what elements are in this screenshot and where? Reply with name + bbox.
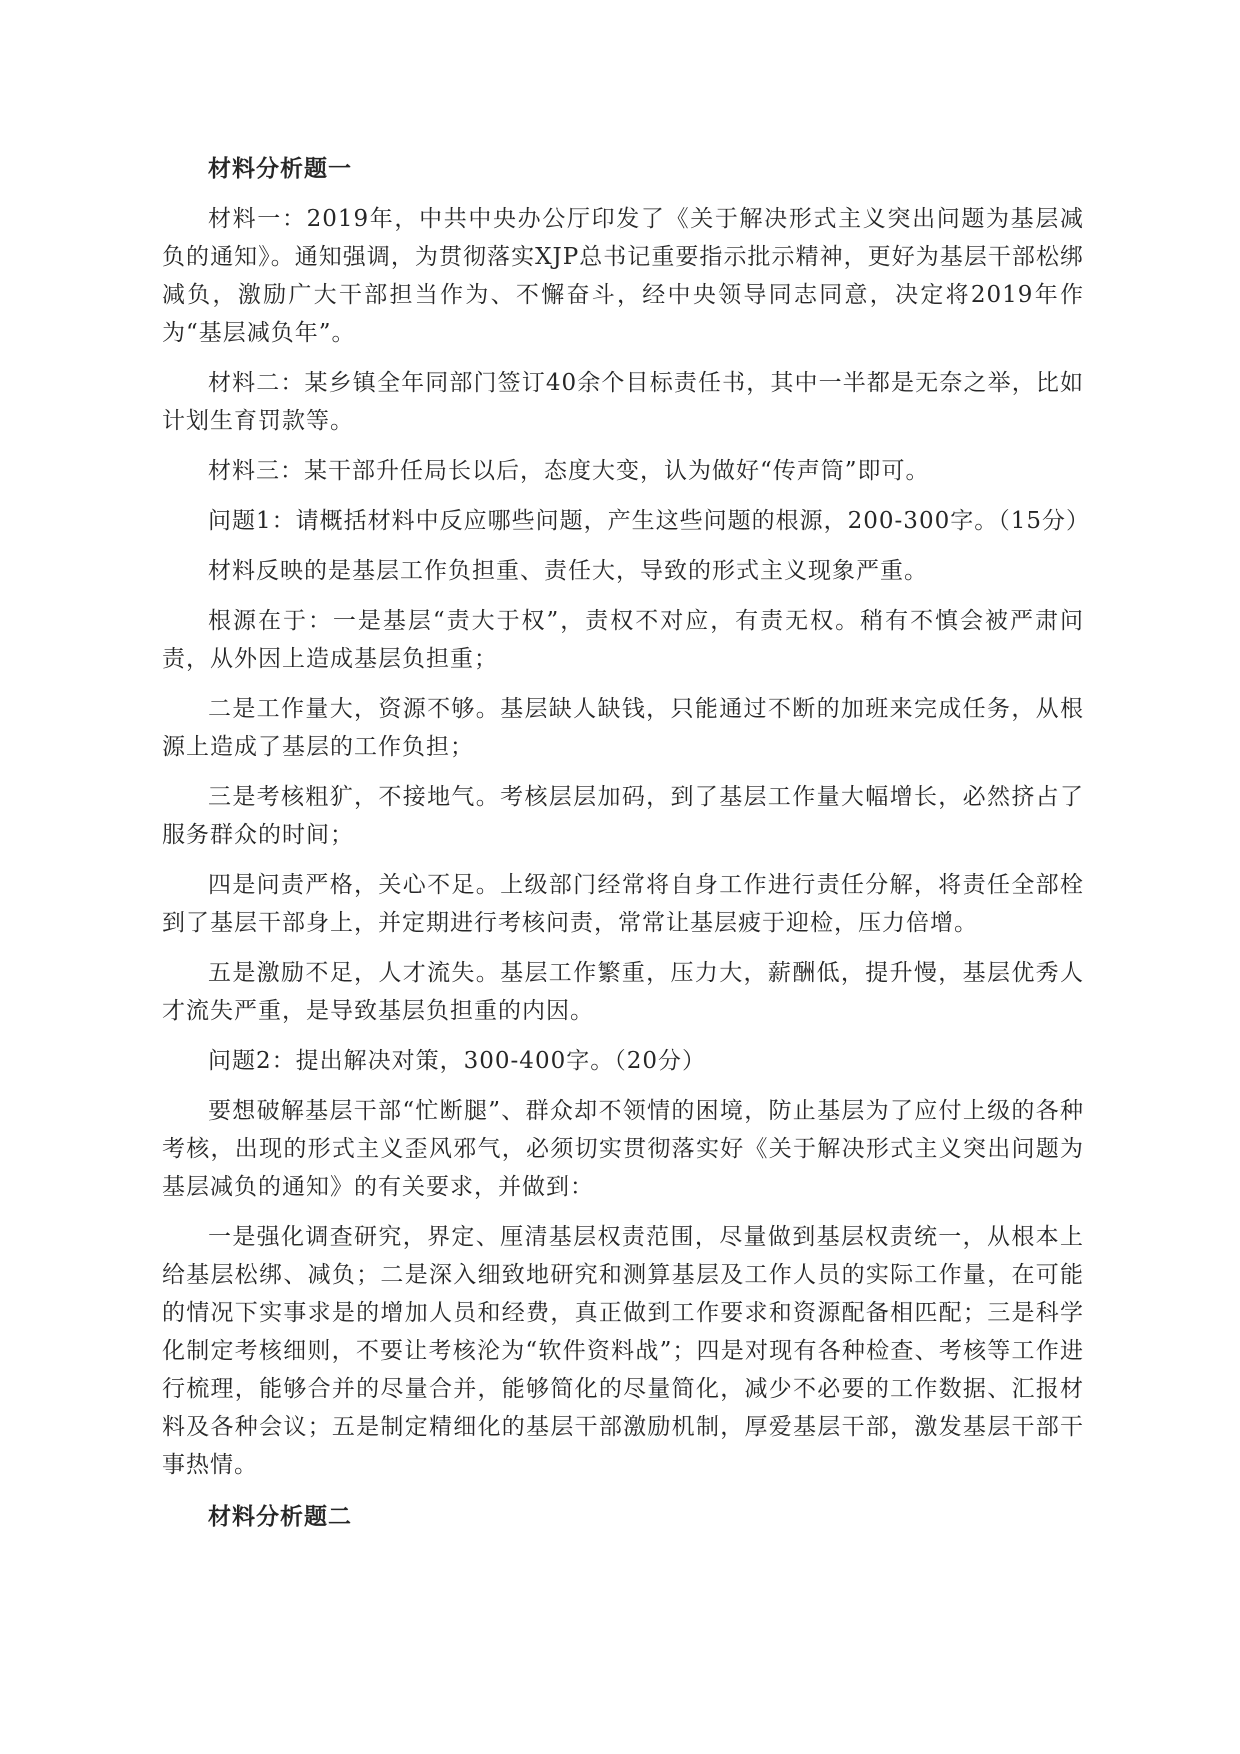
paragraph-solution-intro: 要想破解基层干部“忙断腿”、群众却不领情的困境，防止基层为了应付上级的各种考核，出现的形式主义歪风邪气，必须切实贯彻落实好《关于解决形式主义突出问题为基层减负的通知》的有关要求，并做到： [162, 1098, 1084, 1200]
document-page [162, 150, 1090, 1548]
paragraph-question-2: 问题2：提出解决对策，300-400字。（20分） [208, 1048, 706, 1074]
paragraph-material-2: 材料二：某乡镇全年同部门签订40余个目标责任书，其中一半都是无奈之举，比如计划生育罚款等。 [162, 370, 1084, 434]
paragraph-root-cause-5: 五是激励不足，人才流失。基层工作繁重，压力大，薪酬低，提升慢，基层优秀人才流失严重，是导致基层负担重的内因。 [162, 960, 1084, 1024]
paragraph-question-1: 问题1：请概括材料中反应哪些问题，产生这些问题的根源，200-300字。（15分） [208, 508, 1090, 534]
paragraph-root-cause-3: 三是考核粗犷，不接地气。考核层层加码，到了基层工作量大幅增长，必然挤占了服务群众的时间； [162, 784, 1084, 848]
paragraph-answer-summary: 材料反映的是基层工作负担重、责任大，导致的形式主义现象严重。 [208, 558, 928, 584]
paragraph-material-3: 材料三：某干部升任局长以后，态度大变，认为做好“传声筒”即可。 [208, 458, 930, 484]
paragraph-root-cause-4: 四是问责严格，关心不足。上级部门经常将自身工作进行责任分解，将责任全部栓到了基层干部身上，并定期进行考核问责，常常让基层疲于迎检，压力倍增。 [162, 872, 1084, 936]
paragraph-root-cause-1: 根源在于：一是基层“责大于权”，责权不对应，有责无权。稍有不慎会被严肃问责，从外因上造成基层负担重； [162, 608, 1084, 672]
paragraph-root-cause-2: 二是工作量大，资源不够。基层缺人缺钱，只能通过不断的加班来完成任务，从根源上造成了基层的工作负担； [162, 696, 1084, 760]
section-heading-2: 材料分析题二 [208, 1503, 352, 1530]
section-heading-1: 材料分析题一 [208, 155, 352, 182]
paragraph-material-1: 材料一：2019年，中共中央办公厅印发了《关于解决形式主义突出问题为基层减负的通知》。通知强调，为贯彻落实XJP总书记重要指示批示精神，更好为基层干部松绑减负，激励广大干部担当作为、不懈奋斗，经中央领导同志同意，决定将2019年作为“基层减负年”。 [162, 206, 1084, 346]
paragraph-solution-detail: 一是强化调查研究，界定、厘清基层权责范围，尽量做到基层权责统一，从根本上给基层松绑、减负；二是深入细致地研究和测算基层及工作人员的实际工作量，在可能的情况下实事求是的增加人员和经费，真正做到工作要求和资源配备相匹配；三是科学化制定考核细则，不要让考核沦为“软件资料战”；四是对现有各种检查、考核等工作进行梳理，能够合并的尽量合并，能够简化的尽量简化，减少不必要的工作数据、汇报材料及各种会议；五是制定精细化的基层干部激励机制，厚爱基层干部，激发基层干部干事热情。 [162, 1224, 1084, 1478]
